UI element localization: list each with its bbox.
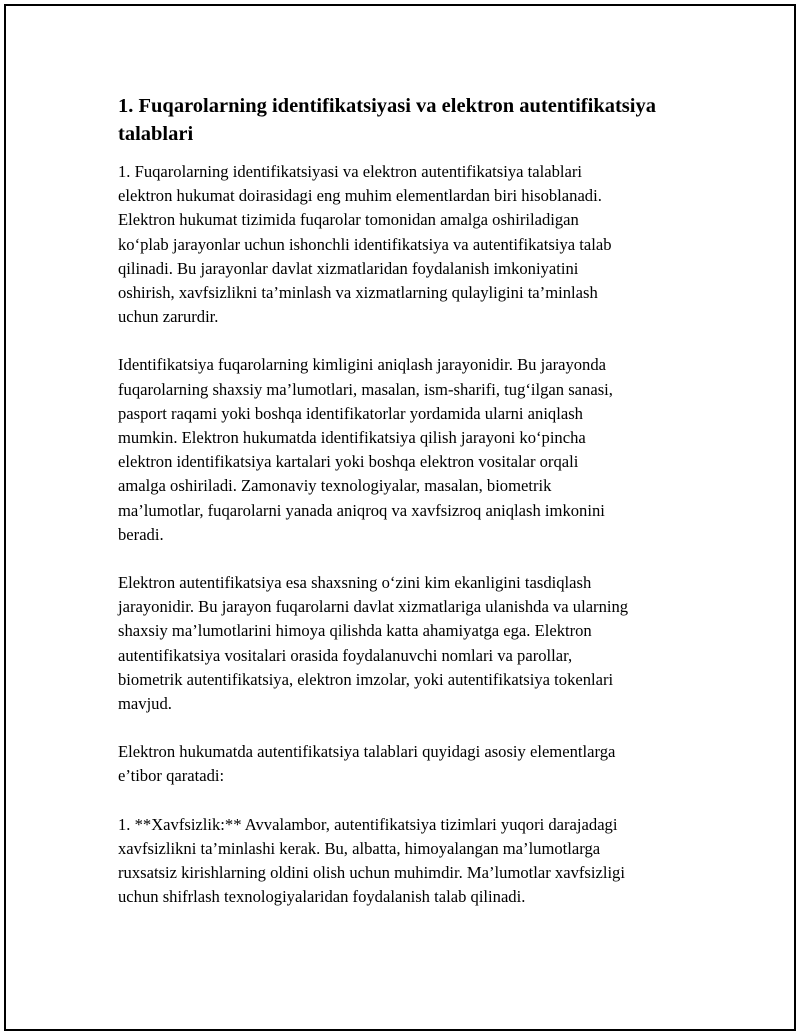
paragraph-intro: [118, 160, 692, 329]
paragraph-security: [118, 813, 692, 910]
text-line: jarayonidir. Bu jarayon fuqarolarni davlat xizmatlariga ulanishda va ularning: [118, 597, 629, 617]
paragraph-requirements: [118, 740, 692, 788]
text-line: elektron hukumat doirasidagi eng muhim elementlardan biri hisoblanadi.: [118, 186, 602, 206]
text-line: Elektron autentifikatsiya esa shaxsning o‘zini kim ekanligini tasdiqlash: [118, 573, 592, 593]
text-line: Elektron hukumat tizimida fuqarolar tomonidan amalga oshiriladigan: [118, 210, 579, 230]
text-line: oshirish, xavfsizlikni ta’minlash va xizmatlarning qulayligini ta’minlash: [118, 283, 598, 303]
text-line: shaxsiy ma’lumotlarini himoya qilishda katta ahamiyatga ega. Elektron: [118, 621, 592, 641]
text-line: beradi.: [118, 524, 164, 544]
text-line: amalga oshiriladi. Zamonaviy texnologiyalar, masalan, biometrik: [118, 476, 552, 496]
text-line: biometrik autentifikatsiya, elektron imzolar, yoki autentifikatsiya tokenlari: [118, 669, 614, 689]
text-line: xavfsizlikni ta’minlashi kerak. Bu, albatta, himoyalangan ma’lumotlarga: [118, 838, 601, 858]
text-line: Identifikatsiya fuqarolarning kimligini aniqlash jarayonidir. Bu jarayonda: [118, 355, 607, 375]
title-line: talablari: [118, 123, 194, 145]
text-line: ruxsatsiz kirishlarning oldini olish uchun muhimdir. Ma’lumotlar xavfsizligi: [118, 863, 625, 883]
text-line: Elektron hukumatda autentifikatsiya talablari quyidagi asosiy elementlarga: [118, 742, 616, 762]
text-line: e’tibor qaratadi:: [118, 766, 225, 786]
text-line: fuqarolarning shaxsiy ma’lumotlari, masalan, ism-sharifi, tug‘ilgan sanasi,: [118, 379, 613, 399]
text-line: uchun shifrlash texnologiyalaridan foydalanish talab qilinadi.: [118, 887, 526, 907]
text-line: ma’lumotlar, fuqarolarni yanada aniqroq va xavfsizroq aniqlash imkonini: [118, 500, 605, 520]
text-line: elektron identifikatsiya kartalari yoki boshqa elektron vositalar orqali: [118, 452, 579, 472]
paragraph-identification: [118, 353, 692, 547]
text-line: qilinadi. Bu jarayonlar davlat xizmatlaridan foydalanish imkoniyatini: [118, 258, 579, 278]
text-line: 1. Fuqarolarning identifikatsiyasi va elektron autentifikatsiya talablari: [118, 162, 583, 181]
document-title: [118, 92, 692, 148]
paragraph-authentication: [118, 571, 692, 716]
text-line: uchun zarurdir.: [118, 307, 219, 327]
title-line: 1. Fuqarolarning identifikatsiyasi va elektron autentifikatsiya: [118, 95, 656, 117]
text-line: mumkin. Elektron hukumatda identifikatsiya qilish jarayoni ko‘pincha: [118, 428, 586, 448]
text-line: ko‘plab jarayonlar uchun ishonchli identifikatsiya va autentifikatsiya talab: [118, 234, 612, 254]
text-line: mavjud.: [118, 694, 172, 714]
text-line: 1. **Xavfsizlik:** Avvalambor, autentifikatsiya tizimlari yuqori darajadagi: [118, 814, 618, 834]
text-line: pasport raqami yoki boshqa identifikatorlar yordamida ularni aniqlash: [118, 403, 583, 423]
text-line: autentifikatsiya vositalari orasida foydalanuvchi nomlari va parollar,: [118, 645, 573, 665]
document-body: [118, 92, 692, 933]
